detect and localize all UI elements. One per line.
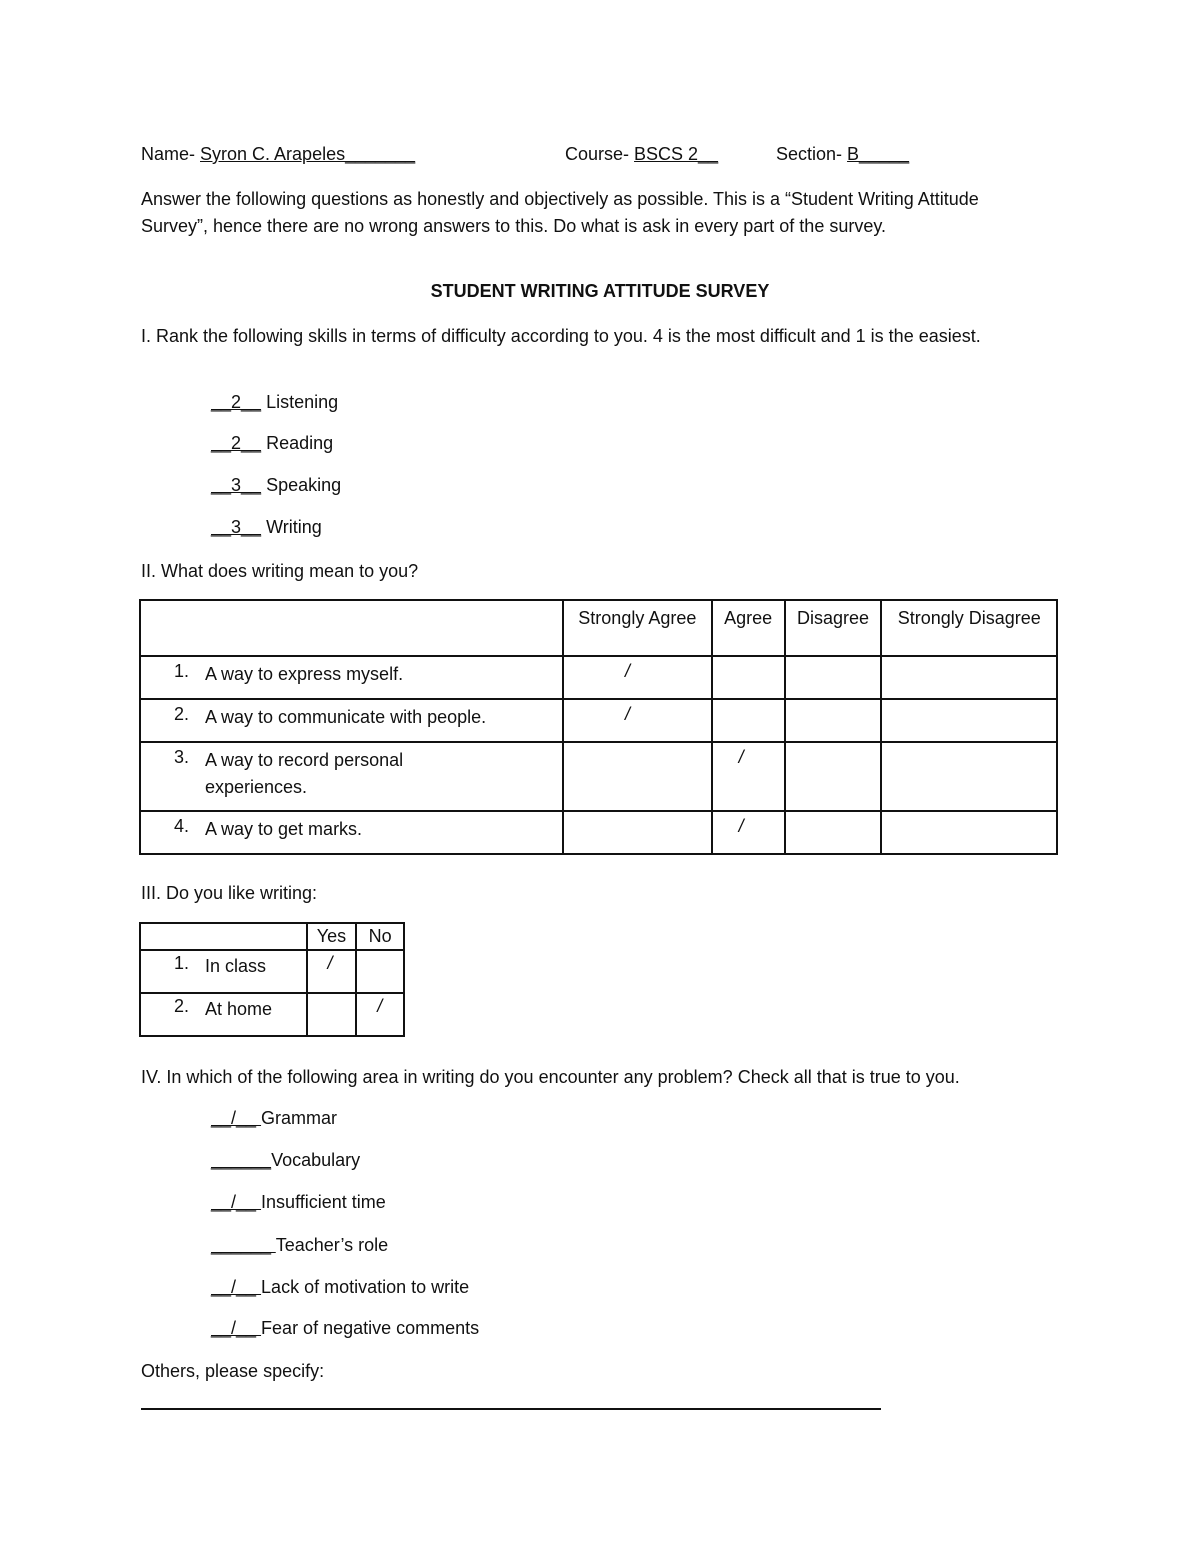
row-text: A way to record personal experiences. bbox=[205, 750, 404, 797]
row-text: In class bbox=[205, 956, 267, 976]
row-statement bbox=[140, 993, 307, 1036]
table-row bbox=[140, 699, 1057, 742]
problem-item-fear-of-comments bbox=[211, 1318, 479, 1339]
checkbox-cell[interactable] bbox=[712, 742, 785, 811]
check-mark: / bbox=[625, 661, 631, 681]
problem-blank: __/__ bbox=[211, 1192, 262, 1212]
rank-blank: __2__ bbox=[211, 433, 262, 453]
row-statement bbox=[140, 699, 563, 742]
checkbox-cell[interactable] bbox=[563, 742, 712, 811]
checkbox-cell[interactable] bbox=[785, 811, 882, 854]
rank-label: Speaking bbox=[266, 475, 342, 495]
others-label: Others, please specify: bbox=[141, 1361, 325, 1381]
column-header-yes: Yes bbox=[307, 923, 357, 950]
rank-label: Writing bbox=[266, 517, 322, 537]
checkbox-cell[interactable] bbox=[307, 993, 357, 1036]
checkbox-cell[interactable] bbox=[785, 742, 882, 811]
row-number: 1. bbox=[173, 953, 189, 973]
column-header-agree: Agree bbox=[712, 600, 785, 656]
checkbox-cell[interactable] bbox=[785, 656, 882, 699]
others-answer-line[interactable] bbox=[141, 1408, 881, 1410]
rank-label: Listening bbox=[266, 392, 339, 412]
problem-item-lack-of-motivation bbox=[211, 1277, 469, 1298]
name-value: Syron C. Arapeles_______ bbox=[200, 144, 416, 164]
checkbox-cell[interactable] bbox=[881, 811, 1057, 854]
problem-blank: __/__ bbox=[211, 1318, 262, 1338]
name-label: Name- bbox=[141, 144, 201, 164]
table-header-blank bbox=[140, 923, 307, 950]
rank-item-writing bbox=[211, 517, 322, 538]
problem-label: Lack of motivation to write bbox=[261, 1277, 470, 1297]
like-writing-table bbox=[139, 922, 405, 1037]
checkbox-cell[interactable] bbox=[356, 950, 404, 993]
row-number: 3. bbox=[173, 747, 189, 767]
rank-item-speaking bbox=[211, 475, 341, 496]
part4-prompt: IV. In which of the following area in writing do you encounter any problem? Check all that is true to you. bbox=[141, 1067, 960, 1087]
table-header-blank bbox=[140, 600, 563, 656]
course-field bbox=[565, 144, 718, 165]
problem-blank: ______ bbox=[211, 1150, 272, 1170]
column-header-no: No bbox=[356, 923, 404, 950]
table-header-row bbox=[140, 923, 404, 950]
section-field bbox=[776, 144, 909, 165]
row-text: A way to express myself. bbox=[205, 664, 404, 684]
problem-label: Grammar bbox=[261, 1108, 338, 1128]
rank-label: Reading bbox=[266, 433, 334, 453]
problem-label: Vocabulary bbox=[271, 1150, 361, 1170]
problem-blank: ______ bbox=[211, 1235, 276, 1255]
table-row bbox=[140, 811, 1057, 854]
rank-item-reading bbox=[211, 433, 333, 454]
table-header-row bbox=[140, 600, 1057, 656]
column-header-disagree: Disagree bbox=[785, 600, 882, 656]
check-mark: / bbox=[377, 996, 383, 1016]
rank-blank: __3__ bbox=[211, 517, 262, 537]
problem-label: Insufficient time bbox=[261, 1192, 386, 1212]
check-mark: / bbox=[738, 816, 744, 836]
checkbox-cell[interactable] bbox=[785, 699, 882, 742]
checkbox-cell[interactable] bbox=[881, 742, 1057, 811]
checkbox-cell[interactable] bbox=[563, 811, 712, 854]
problem-blank: __/__ bbox=[211, 1277, 262, 1297]
checkbox-cell[interactable] bbox=[881, 656, 1057, 699]
table-row bbox=[140, 950, 404, 993]
row-number: 4. bbox=[173, 816, 189, 836]
instructions-paragraph: Answer the following questions as honestly and objectively as possible. This is a “Student Writing Attitude Survey”, hence there are no wrong answers to this. Do what is ask in every part of the survey. bbox=[141, 189, 979, 236]
rank-blank: __3__ bbox=[211, 475, 262, 495]
checkbox-cell[interactable] bbox=[307, 950, 357, 993]
row-text: A way to get marks. bbox=[205, 819, 363, 839]
rank-blank: __2__ bbox=[211, 392, 262, 412]
table-row bbox=[140, 993, 404, 1036]
check-mark: / bbox=[625, 704, 631, 724]
checkbox-cell[interactable] bbox=[712, 699, 785, 742]
checkbox-cell[interactable] bbox=[563, 699, 712, 742]
survey-title: STUDENT WRITING ATTITUDE SURVEY bbox=[430, 281, 770, 301]
problem-blank: __/__ bbox=[211, 1108, 262, 1128]
check-mark: / bbox=[738, 747, 744, 767]
row-statement bbox=[140, 811, 563, 854]
row-statement bbox=[140, 742, 563, 811]
checkbox-cell[interactable] bbox=[712, 811, 785, 854]
column-header-strongly-agree: Strongly Agree bbox=[563, 600, 712, 656]
part3-prompt: III. Do you like writing: bbox=[141, 883, 318, 903]
problem-item-insufficient-time bbox=[211, 1192, 386, 1213]
table-row bbox=[140, 742, 1057, 811]
checkbox-cell[interactable] bbox=[563, 656, 712, 699]
problem-label: Teacher’s role bbox=[275, 1235, 389, 1255]
problem-item-teachers-role bbox=[211, 1235, 388, 1256]
column-header-strongly-disagree: Strongly Disagree bbox=[881, 600, 1057, 656]
writing-meaning-table bbox=[139, 599, 1058, 855]
rank-item-listening bbox=[211, 392, 338, 413]
checkbox-cell[interactable] bbox=[356, 993, 404, 1036]
row-number: 2. bbox=[173, 704, 189, 724]
checkbox-cell[interactable] bbox=[712, 656, 785, 699]
part2-prompt: II. What does writing mean to you? bbox=[141, 561, 419, 581]
row-text: At home bbox=[205, 999, 273, 1019]
row-text: A way to communicate with people. bbox=[205, 707, 487, 727]
name-field bbox=[141, 144, 415, 165]
course-value: BSCS 2__ bbox=[634, 144, 719, 164]
problem-item-vocabulary bbox=[211, 1150, 360, 1171]
table-row bbox=[140, 656, 1057, 699]
section-label: Section- bbox=[776, 144, 848, 164]
check-mark: / bbox=[327, 953, 333, 973]
row-number: 2. bbox=[173, 996, 189, 1016]
row-statement bbox=[140, 950, 307, 993]
section-value: B_____ bbox=[847, 144, 910, 164]
course-label: Course- bbox=[565, 144, 635, 164]
problem-label: Fear of negative comments bbox=[261, 1318, 480, 1338]
row-statement bbox=[140, 656, 563, 699]
row-number: 1. bbox=[173, 661, 189, 681]
problem-item-grammar bbox=[211, 1108, 337, 1129]
part1-prompt: I. Rank the following skills in terms of difficulty according to you. 4 is the most difficult and 1 is the easiest. bbox=[141, 326, 981, 346]
checkbox-cell[interactable] bbox=[881, 699, 1057, 742]
